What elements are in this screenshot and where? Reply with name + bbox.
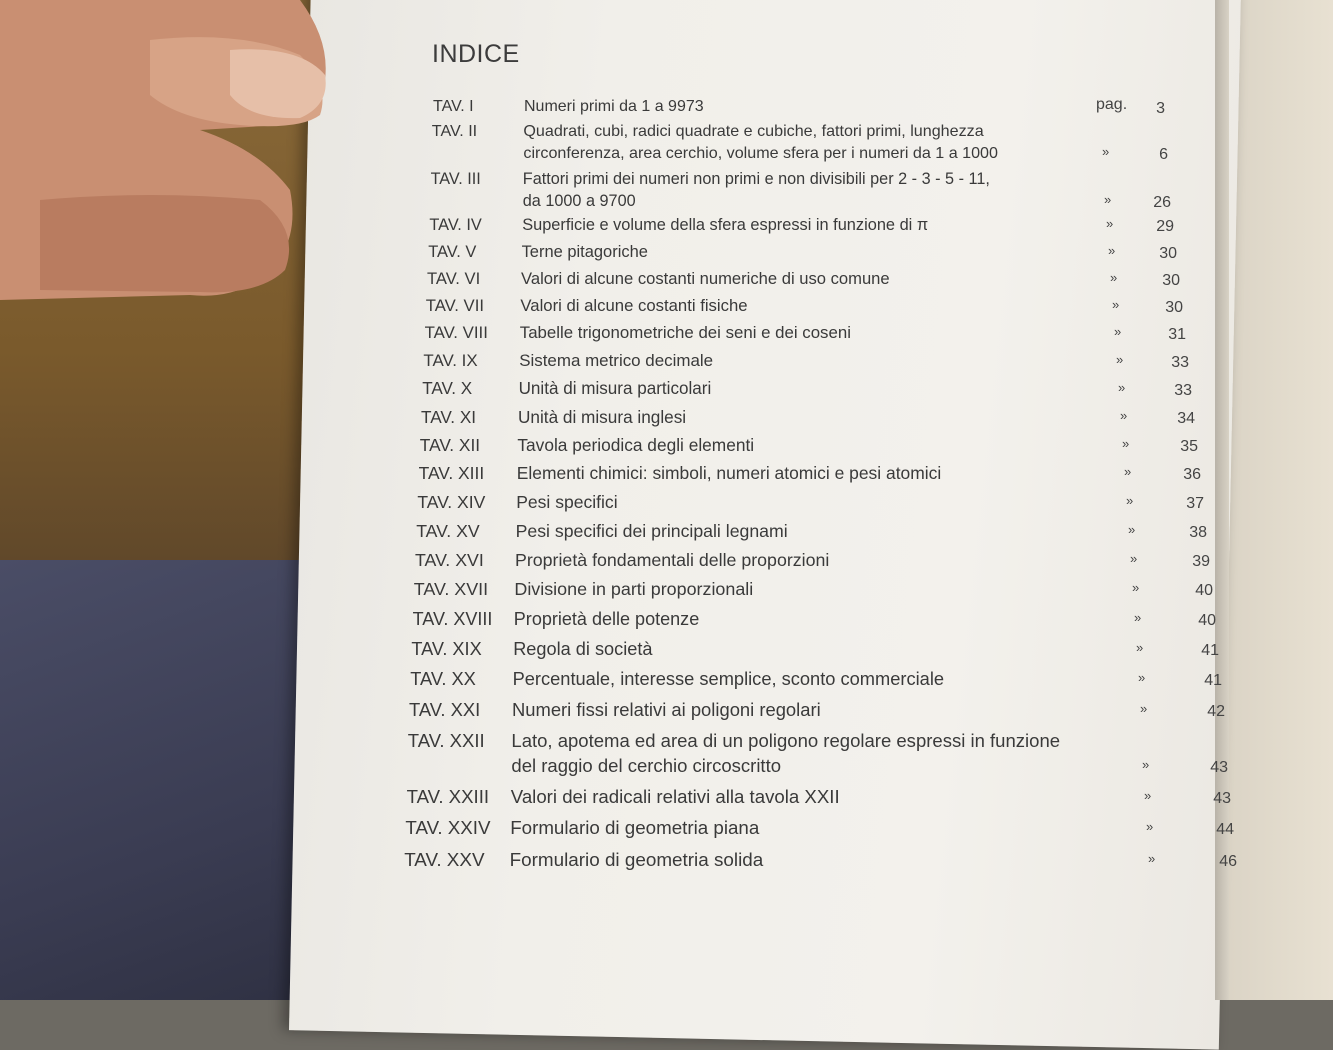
entry-page-number: 42 — [1207, 703, 1225, 720]
entry-table-number: TAV. X — [422, 379, 473, 398]
entry-description: del raggio del cerchio circoscritto — [511, 754, 782, 776]
entry-page-marker: » — [1106, 216, 1114, 231]
entry-page-marker: » — [1110, 270, 1118, 285]
entry-page-number: 43 — [1210, 758, 1228, 776]
entry-table-number: TAV. XXI — [409, 699, 481, 720]
entry-description: Formulario di geometria piana — [510, 817, 760, 838]
entry-description: Pesi specifici — [516, 492, 618, 512]
entry-page-marker: » — [1134, 610, 1142, 625]
entry-description: Tabelle trigonometriche dei seni e dei coseni — [519, 323, 851, 342]
entry-page-number: 37 — [1186, 495, 1204, 512]
entry-description: Valori di alcune costanti fisiche — [520, 296, 748, 315]
entry-page-marker: » — [1102, 144, 1110, 160]
entry-table-number: TAV. XXIII — [406, 786, 490, 807]
entry-page-marker: » — [1122, 436, 1130, 451]
entry-table-number: TAV. XVII — [413, 579, 489, 599]
entry-page-number: 35 — [1180, 438, 1198, 455]
entry-description: Tavola periodica degli elementi — [517, 435, 755, 455]
entry-table-number: TAV. VIII — [424, 323, 488, 342]
entry-description: Percentuale, interesse semplice, sconto commerciale — [512, 668, 945, 689]
entry-page-number: 31 — [1168, 326, 1186, 343]
entry-page-marker: » — [1124, 464, 1132, 479]
entry-page-marker: » — [1132, 580, 1140, 595]
entry-description: Numeri fissi relativi ai poligoni regolari — [512, 699, 821, 720]
entry-page-marker: pag. — [1096, 96, 1128, 113]
entry-description: Unità di misura particolari — [518, 379, 712, 398]
entry-page-number: 41 — [1201, 642, 1219, 659]
entry-page-number: 29 — [1156, 218, 1174, 235]
entry-page-number: 41 — [1204, 672, 1222, 689]
entry-page-marker: » — [1146, 819, 1154, 834]
entry-table-number: TAV. XV — [416, 521, 480, 541]
entry-description: Formulario di geometria solida — [509, 849, 764, 870]
entry-description: Divisione in parti proporzionali — [514, 579, 754, 599]
page-edge — [1215, 0, 1229, 1000]
entry-table-number: TAV. V — [428, 243, 477, 261]
entry-table-number: TAV. I — [433, 98, 474, 115]
entry-page-marker: » — [1140, 701, 1148, 716]
entry-table-number: TAV. XI — [421, 407, 477, 427]
entry-page-number: 38 — [1189, 524, 1207, 541]
entry-page-marker: » — [1114, 324, 1122, 339]
entry-description: Quadrati, cubi, radici quadrate e cubiche, fattori primi, lunghezza — [523, 122, 984, 140]
entry-table-number: TAV. VII — [425, 296, 484, 315]
entry-page-number: 33 — [1174, 382, 1192, 399]
entry-description: da 1000 a 9700 — [522, 192, 636, 211]
entry-description: Regola di società — [513, 639, 653, 659]
entry-page-marker: » — [1138, 670, 1146, 685]
entry-description: Superficie e volume della sfera espressi in funzione di π — [522, 216, 929, 234]
entry-page-number: 34 — [1177, 410, 1195, 427]
entry-description: Sistema metrico decimale — [519, 351, 714, 370]
entry-page-number: 33 — [1171, 354, 1189, 371]
entry-page-number: 6 — [1159, 146, 1168, 164]
entry-description: Unità di misura inglesi — [518, 407, 687, 427]
entry-table-number: TAV. XII — [419, 435, 481, 455]
entry-page-marker: » — [1128, 522, 1136, 537]
entry-table-number: TAV. XXV — [404, 849, 485, 870]
entry-description: Elementi chimici: simboli, numeri atomici e pesi atomici — [516, 463, 942, 483]
entry-description: Lato, apotema ed area di un poligono regolare espressi in funzione — [511, 730, 1061, 751]
entry-table-number: TAV. XIX — [411, 639, 482, 659]
hand-thumb — [0, 0, 330, 330]
entry-page-marker: » — [1120, 408, 1128, 423]
entry-page-marker: » — [1126, 493, 1134, 508]
entry-table-number: TAV. II — [431, 122, 478, 140]
entry-page-number: 36 — [1183, 466, 1201, 483]
entry-description: Numeri primi da 1 a 9973 — [524, 98, 704, 115]
entry-description: Terne pitagoriche — [521, 243, 648, 261]
entry-page-marker: » — [1116, 352, 1124, 367]
entry-page-number: 40 — [1195, 582, 1213, 599]
entry-page-number: 43 — [1213, 790, 1231, 807]
entry-page-number: 30 — [1162, 272, 1180, 289]
entry-table-number: TAV. XXII — [407, 730, 485, 751]
entry-table-number: TAV. III — [430, 170, 481, 188]
entry-page-number: 3 — [1156, 100, 1165, 117]
entry-description: Proprietà fondamentali delle proporzioni — [515, 550, 830, 570]
entry-table-number: TAV. XIV — [417, 492, 486, 512]
entry-page-marker: » — [1144, 788, 1152, 803]
entry-table-number: TAV. VI — [427, 269, 481, 288]
entry-page-number: 26 — [1153, 194, 1171, 212]
entry-page-number: 39 — [1192, 553, 1210, 570]
entry-table-number: TAV. IX — [423, 351, 478, 370]
entry-table-number: TAV. XX — [410, 668, 476, 689]
entry-page-marker: » — [1118, 380, 1126, 395]
index-title: INDICE — [432, 40, 520, 68]
entry-page-marker: » — [1108, 243, 1116, 258]
entry-table-number: TAV. XXIV — [405, 817, 491, 838]
entry-page-marker: » — [1136, 640, 1144, 655]
entry-page-number: 30 — [1165, 299, 1183, 316]
entry-table-number: TAV. IV — [429, 216, 482, 234]
entry-page-marker: » — [1142, 756, 1150, 772]
entry-page-number: 44 — [1216, 821, 1234, 838]
entry-description: Valori di alcune costanti numeriche di uso comune — [521, 269, 890, 288]
entry-page-marker: » — [1148, 851, 1156, 866]
entry-table-number: TAV. XVIII — [412, 609, 493, 629]
entry-description: Fattori primi dei numeri non primi e non divisibili per 2 - 3 - 5 - 11, — [522, 170, 990, 188]
entry-description: Pesi specifici dei principali legnami — [515, 521, 788, 541]
entry-page-marker: » — [1112, 297, 1120, 312]
entry-page-marker: » — [1130, 551, 1138, 566]
entry-table-number: TAV. XVI — [415, 550, 484, 570]
entry-description: Proprietà delle potenze — [513, 609, 700, 629]
entry-page-number: 40 — [1198, 612, 1216, 629]
entry-page-number: 46 — [1219, 853, 1237, 870]
entry-page-marker: » — [1104, 192, 1112, 208]
entry-table-number: TAV. XIII — [418, 463, 485, 483]
entry-page-number: 30 — [1159, 245, 1177, 262]
entry-description: Valori dei radicali relativi alla tavola XXII — [510, 786, 840, 807]
entry-description: circonferenza, area cerchio, volume sfera per i numeri da 1 a 1000 — [523, 144, 998, 163]
